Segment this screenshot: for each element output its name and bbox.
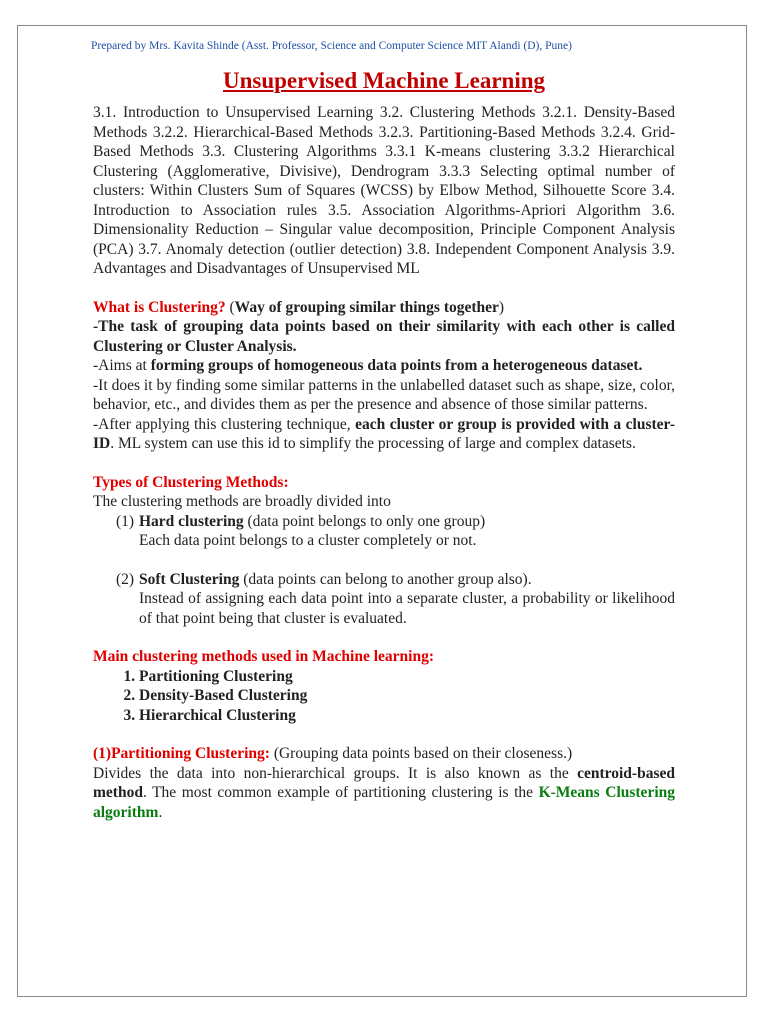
desc-end: . (158, 803, 163, 821)
list-item (116, 512, 675, 532)
spacer (93, 454, 675, 473)
partitioning-description (93, 764, 675, 823)
list-item: 1. Partitioning Clustering (139, 667, 675, 687)
main-methods-heading (93, 647, 675, 667)
item-title: Soft Clustering (139, 570, 240, 588)
item-text (139, 570, 532, 590)
aim-text: forming groups of homogeneous data points from a heterogeneous dataset. (150, 357, 643, 374)
list-item (116, 570, 675, 590)
types-heading (93, 473, 675, 493)
list-item: 3. Hierarchical Clustering (139, 706, 675, 726)
item-number: (2) (116, 570, 135, 588)
document-body (93, 40, 675, 822)
aim-prefix: -Aims at (93, 357, 151, 374)
paren: ( (225, 298, 235, 316)
section-heading: Main clustering methods used in Machine learning: (93, 648, 435, 665)
desc-bold: centroid-based method (93, 764, 675, 801)
cluster-id-bold: each cluster or group is provided with a cluster-ID (93, 415, 675, 452)
clustering-patterns: -It does it by finding some similar patterns in the unlabelled dataset such as shape, size, color, behavior, etc., and divides them as per the presence and absence of those similar patterns. (93, 376, 675, 413)
item-description: Each data point belongs to a cluster completely or not. (139, 532, 477, 549)
main-methods-list (93, 667, 675, 726)
item-text (139, 512, 485, 532)
what-is-clustering-heading (93, 298, 675, 318)
hard-clustering-item (93, 512, 675, 551)
list-item: 2. Density-Based Clustering (139, 686, 675, 706)
spacer (93, 551, 675, 570)
spacer (93, 279, 675, 298)
cluster-id-prefix: -After applying this clustering technique, (93, 415, 356, 433)
paren: ) (498, 298, 505, 316)
section-heading: Types of Clustering Methods: (93, 473, 289, 491)
clustering-aim (93, 356, 675, 376)
item-description: Instead of assigning each data point into a separate cluster, a probability or likelihood of that point being that cluster is evaluated. (139, 590, 675, 627)
partitioning-heading (93, 744, 675, 764)
item-title: Hard clustering (139, 512, 244, 530)
item-note: (data points can belong to another group also). (239, 570, 532, 588)
definition-text: -The task of grouping data points based on their similarity with each other is called Clustering or Cluster Analysis. (93, 318, 675, 355)
clustering-cluster-id (93, 415, 675, 454)
section-heading: (1)Partitioning Clustering: (93, 745, 270, 762)
spacer (93, 628, 675, 647)
item-note: (data point belongs to only one group) (243, 512, 486, 530)
soft-clustering-item (93, 570, 675, 629)
syllabus-contents: 3.1. Introduction to Unsupervised Learning 3.2. Clustering Methods 3.2.1. Density-Based Methods 3.2.2. Hierarchical-Based Methods 3.2.3. Partitioning-Based Methods 3.2.4. Grid-Based Methods 3.3. Clustering Algorithms 3.3.1 K-means clustering 3.3.2 Hierarchical Clustering (Agglomerative, Divisive), Dendrogram 3.3.3 Selecting optimal number of clusters: Within Clusters Sum of Squares (WCSS) by Elbow Method, Silhouette Score 3.4. Introduction to Association rules 3.5. Association Algorithms-Apriori Algorithm 3.6. Dimensionality Reduction – Singular value decomposition, Principle Component Analysis (PCA) 3.7. Anomaly detection (outlier detection) 3.8. Independent Component Analysis 3.9. Advantages and Disadvantages of Unsupervised ML (93, 104, 675, 277)
clustering-definition (93, 317, 675, 356)
spacer (93, 725, 675, 744)
heading-note: Way of grouping similar things together (234, 298, 499, 316)
desc-text: . The most common example of partitioning clustering is the (142, 784, 539, 801)
item-number: (1) (116, 512, 135, 530)
cluster-id-rest: . ML system can use this id to simplify the processing of large and complex datasets. (110, 435, 636, 452)
author-header: Prepared by Mrs. Kavita Shinde (Asst. Professor, Science and Computer Science MIT Alandi (D), Pune) (91, 40, 572, 52)
page-title: Unsupervised Machine Learning (222, 68, 546, 93)
heading-note: (Grouping data points based on their closeness.) (269, 745, 573, 762)
desc-text: Divides the data into non-hierarchical groups. It is also known as the (93, 764, 578, 782)
kmeans-highlight: K-Means Clustering algorithm (93, 784, 675, 821)
types-intro: The clustering methods are broadly divided into (93, 493, 391, 510)
section-heading: What is Clustering? (93, 298, 226, 316)
